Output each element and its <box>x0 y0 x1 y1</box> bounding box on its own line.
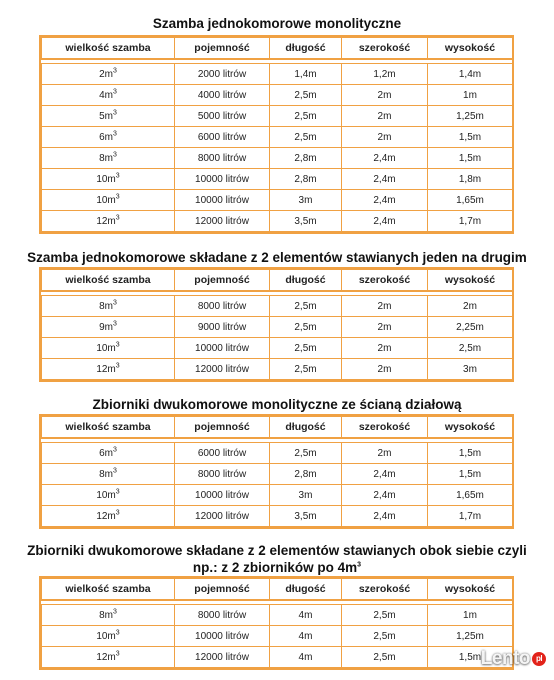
size-value: 8m <box>99 468 113 480</box>
table-row <box>42 169 513 190</box>
table-row <box>42 626 513 647</box>
capacity-cell: 12000 litrów <box>175 211 270 232</box>
capacity-cell: 6000 litrów <box>175 443 270 464</box>
column-header: pojemność <box>175 38 270 60</box>
size-cell <box>42 148 175 169</box>
table <box>41 269 513 380</box>
table-header <box>42 417 513 443</box>
width-cell: 2,4m <box>342 211 428 232</box>
table <box>41 578 513 668</box>
length-cell: 3m <box>270 190 342 211</box>
superscript: 3 <box>113 151 117 159</box>
capacity-cell: 10000 litrów <box>175 169 270 190</box>
superscript: 3 <box>115 214 120 222</box>
superscript: 3 <box>113 130 117 138</box>
length-cell: 4m <box>270 605 342 626</box>
height-cell: 2,25m <box>428 317 513 338</box>
column-header: wielkość szamba <box>42 270 175 292</box>
section-2 <box>0 249 554 266</box>
table-header <box>42 38 513 64</box>
table-row <box>42 338 513 359</box>
size-cell <box>42 296 175 317</box>
length-cell: 2,5m <box>270 359 342 380</box>
column-header: pojemność <box>175 270 270 292</box>
height-cell: 1,25m <box>428 106 513 127</box>
height-cell: 1m <box>428 605 513 626</box>
column-header: pojemność <box>175 417 270 439</box>
height-cell: 1,5m <box>428 127 513 148</box>
table-row <box>42 190 513 211</box>
capacity-cell: 5000 litrów <box>175 106 270 127</box>
table-3 <box>39 414 514 529</box>
size-cell <box>42 64 175 85</box>
size-value: 8m <box>99 152 113 164</box>
length-cell: 4m <box>270 647 342 668</box>
table-row <box>42 464 513 485</box>
table-row <box>42 85 513 106</box>
table-row <box>42 127 513 148</box>
height-cell: 1,65m <box>428 190 513 211</box>
capacity-cell: 10000 litrów <box>175 338 270 359</box>
length-cell: 4m <box>270 626 342 647</box>
superscript: 3 <box>113 109 117 117</box>
length-cell: 2,5m <box>270 85 342 106</box>
size-value: 8m <box>99 300 113 312</box>
table-1 <box>39 35 514 234</box>
size-cell <box>42 647 175 668</box>
table-row <box>42 605 513 626</box>
header-row <box>42 579 513 601</box>
height-cell: 1,5m <box>428 647 513 668</box>
table-header <box>42 579 513 605</box>
table-body <box>42 296 513 380</box>
section-title: Zbiorniki dwukomorowe monolityczne ze ścianą działową <box>92 397 462 412</box>
capacity-cell: 8000 litrów <box>175 148 270 169</box>
section-4 <box>0 542 554 576</box>
size-value: 10m <box>96 194 116 206</box>
superscript: 3 <box>113 320 117 328</box>
size-value: 8m <box>99 609 113 621</box>
width-cell: 2,5m <box>342 605 428 626</box>
size-cell <box>42 106 175 127</box>
section-3 <box>0 396 554 413</box>
height-cell: 1,5m <box>428 443 513 464</box>
width-cell: 2m <box>342 443 428 464</box>
size-value: 12m <box>96 363 116 375</box>
width-cell: 2,4m <box>342 148 428 169</box>
superscript: 3 <box>113 299 117 307</box>
column-header: długość <box>270 417 342 439</box>
length-cell: 2,5m <box>270 338 342 359</box>
table-row <box>42 647 513 668</box>
size-cell <box>42 127 175 148</box>
table-row <box>42 64 513 85</box>
header-row <box>42 270 513 292</box>
width-cell: 2m <box>342 338 428 359</box>
size-cell <box>42 626 175 647</box>
section-title: Szamba jednokomorowe składane z 2 elementów stawianych jeden na drugim <box>27 250 527 265</box>
size-cell <box>42 211 175 232</box>
size-cell <box>42 605 175 626</box>
column-header: wielkość szamba <box>42 579 175 601</box>
height-cell: 1,8m <box>428 169 513 190</box>
size-value: 12m <box>96 651 116 663</box>
superscript: 3 <box>115 629 120 637</box>
size-value: 9m <box>99 321 113 333</box>
size-cell <box>42 85 175 106</box>
superscript: 3 <box>115 193 120 201</box>
size-cell <box>42 359 175 380</box>
column-header: długość <box>270 579 342 601</box>
superscript: 3 <box>115 362 120 370</box>
superscript: 3 <box>113 446 117 454</box>
table-body <box>42 605 513 668</box>
length-cell: 2,5m <box>270 127 342 148</box>
column-header: wielkość szamba <box>42 417 175 439</box>
column-header: pojemność <box>175 579 270 601</box>
capacity-cell: 10000 litrów <box>175 485 270 506</box>
length-cell: 3,5m <box>270 211 342 232</box>
height-cell: 1,65m <box>428 485 513 506</box>
width-cell: 2m <box>342 296 428 317</box>
table-row <box>42 296 513 317</box>
section-1 <box>0 15 554 32</box>
superscript: 3 <box>357 561 362 569</box>
size-cell <box>42 485 175 506</box>
size-cell <box>42 338 175 359</box>
table-body <box>42 443 513 527</box>
superscript: 3 <box>113 67 117 75</box>
column-header: wysokość <box>428 579 513 601</box>
size-value: 6m <box>99 131 113 143</box>
length-cell: 2,5m <box>270 296 342 317</box>
capacity-cell: 8000 litrów <box>175 605 270 626</box>
table-row <box>42 317 513 338</box>
table <box>41 37 513 232</box>
superscript: 3 <box>115 172 120 180</box>
size-value: 12m <box>96 510 116 522</box>
width-cell: 2,5m <box>342 647 428 668</box>
superscript: 3 <box>115 509 120 517</box>
size-value: 12m <box>96 215 116 227</box>
width-cell: 2,5m <box>342 626 428 647</box>
height-cell: 1,7m <box>428 211 513 232</box>
width-cell: 2m <box>342 317 428 338</box>
size-value: 6m <box>99 447 113 459</box>
width-cell: 1,2m <box>342 64 428 85</box>
column-header: wysokość <box>428 417 513 439</box>
column-header: szerokość <box>342 38 428 60</box>
superscript: 3 <box>113 88 117 96</box>
capacity-cell: 2000 litrów <box>175 64 270 85</box>
column-header: wielkość szamba <box>42 38 175 60</box>
table-row <box>42 211 513 232</box>
height-cell: 2m <box>428 296 513 317</box>
superscript: 3 <box>115 488 120 496</box>
superscript: 3 <box>115 650 120 658</box>
column-header: długość <box>270 38 342 60</box>
table-row <box>42 443 513 464</box>
watermark-badge: pl <box>532 652 546 666</box>
table-row <box>42 148 513 169</box>
size-value: 4m <box>99 89 113 101</box>
height-cell: 1,4m <box>428 64 513 85</box>
capacity-cell: 6000 litrów <box>175 127 270 148</box>
section-title: Szamba jednokomorowe monolityczne <box>152 16 402 31</box>
header-row <box>42 417 513 439</box>
length-cell: 2,8m <box>270 464 342 485</box>
column-header: szerokość <box>342 417 428 439</box>
capacity-cell: 10000 litrów <box>175 626 270 647</box>
capacity-cell: 8000 litrów <box>175 296 270 317</box>
size-value: 10m <box>96 630 116 642</box>
width-cell: 2,4m <box>342 506 428 527</box>
table-row <box>42 506 513 527</box>
length-cell: 3m <box>270 485 342 506</box>
height-cell: 3m <box>428 359 513 380</box>
capacity-cell: 9000 litrów <box>175 317 270 338</box>
size-value: 5m <box>99 110 113 122</box>
table-4 <box>39 576 514 670</box>
size-cell <box>42 317 175 338</box>
height-cell: 1,7m <box>428 506 513 527</box>
header-row <box>42 38 513 60</box>
table-header <box>42 270 513 296</box>
size-cell <box>42 443 175 464</box>
table-row <box>42 106 513 127</box>
size-cell <box>42 506 175 527</box>
height-cell: 1,25m <box>428 626 513 647</box>
size-value: 2m <box>99 68 113 80</box>
length-cell: 1,4m <box>270 64 342 85</box>
table-row <box>42 485 513 506</box>
width-cell: 2,4m <box>342 464 428 485</box>
capacity-cell: 12000 litrów <box>175 506 270 527</box>
height-cell: 1,5m <box>428 464 513 485</box>
column-header: wysokość <box>428 38 513 60</box>
length-cell: 2,5m <box>270 106 342 127</box>
capacity-cell: 12000 litrów <box>175 647 270 668</box>
height-cell: 1m <box>428 85 513 106</box>
length-cell: 3,5m <box>270 506 342 527</box>
width-cell: 2,4m <box>342 169 428 190</box>
section-title-line-1: Zbiorniki dwukomorowe składane z 2 elementów stawianych obok siebie czyli <box>27 543 527 558</box>
size-value: 10m <box>96 489 116 501</box>
capacity-cell: 8000 litrów <box>175 464 270 485</box>
column-header: szerokość <box>342 270 428 292</box>
width-cell: 2,4m <box>342 485 428 506</box>
table <box>41 416 513 527</box>
capacity-cell: 4000 litrów <box>175 85 270 106</box>
width-cell: 2m <box>342 85 428 106</box>
column-header: szerokość <box>342 579 428 601</box>
lento-watermark-logo <box>481 648 546 670</box>
superscript: 3 <box>113 467 117 475</box>
capacity-cell: 10000 litrów <box>175 190 270 211</box>
section-title-line-2 <box>0 559 554 576</box>
width-cell: 2m <box>342 127 428 148</box>
table-row <box>42 359 513 380</box>
length-cell: 2,5m <box>270 317 342 338</box>
column-header: długość <box>270 270 342 292</box>
length-cell: 2,8m <box>270 169 342 190</box>
width-cell: 2m <box>342 106 428 127</box>
table-2 <box>39 267 514 382</box>
length-cell: 2,5m <box>270 443 342 464</box>
table-body <box>42 64 513 232</box>
size-value: 10m <box>96 342 116 354</box>
size-cell <box>42 169 175 190</box>
width-cell: 2m <box>342 359 428 380</box>
size-value: 10m <box>96 173 116 185</box>
watermark-text: Lento <box>480 648 530 669</box>
superscript: 3 <box>113 608 117 616</box>
height-cell: 2,5m <box>428 338 513 359</box>
height-cell: 1,5m <box>428 148 513 169</box>
superscript: 3 <box>115 341 120 349</box>
size-cell <box>42 464 175 485</box>
column-header: wysokość <box>428 270 513 292</box>
size-cell <box>42 190 175 211</box>
section-title-text: np.: z 2 zbiorników po 4m <box>192 560 358 575</box>
width-cell: 2,4m <box>342 190 428 211</box>
capacity-cell: 12000 litrów <box>175 359 270 380</box>
length-cell: 2,8m <box>270 148 342 169</box>
